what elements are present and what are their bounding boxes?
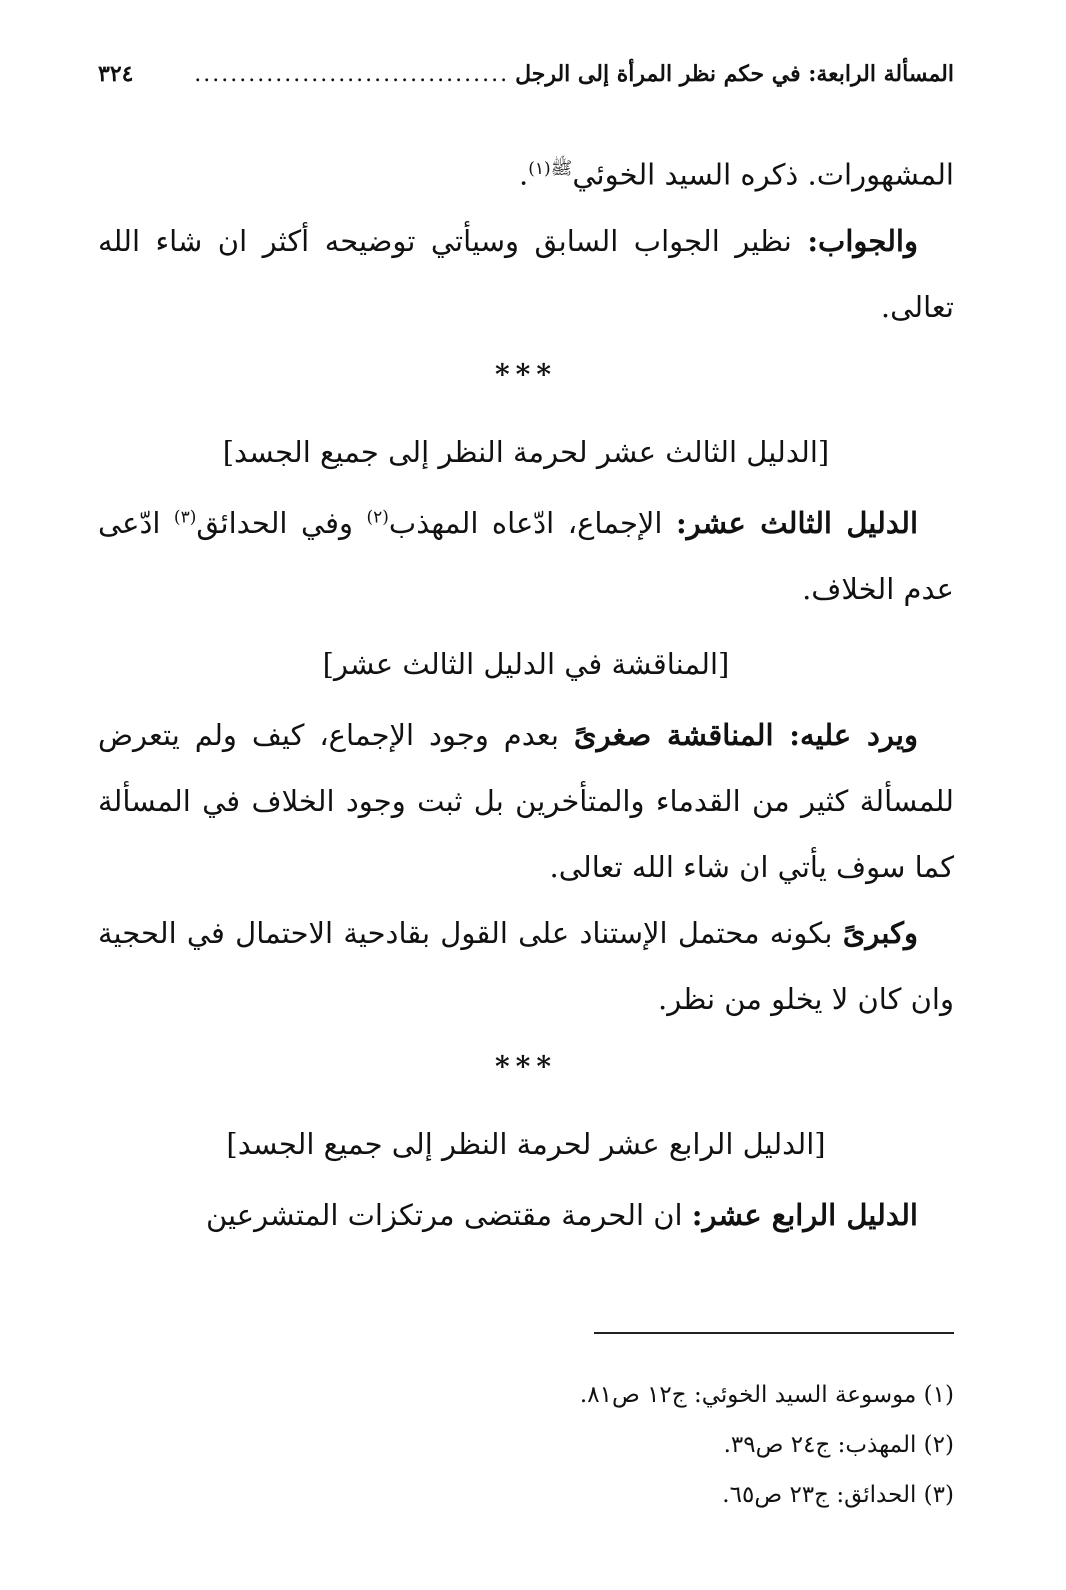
section-separator: *** (495, 357, 557, 391)
section-heading-13: [الدليل الثالث عشر لحرمة النظر إلى جميع الجسد] (222, 434, 830, 469)
footnote-3: (٣) الحدائق: ج٢٣ ص٦٥. (722, 1482, 954, 1508)
footnote-ref-1: (١) (528, 159, 551, 179)
evidence-14-label: الدليل الرابع عشر: (691, 1197, 918, 1232)
paragraph-discussion-minor: ويرد عليه: المناقشة صغرىً بعدم وجود الإجماع، كيف ولم يتعرض للمسألة كثير من القدماء والمتأخرين بل ثبت وجود الخلاف في المسألة كما سوف يأتي ان شاء الله تعالى. (98, 717, 954, 884)
paragraph-evidence-14: الدليل الرابع عشر: ان الحرمة مقتضى مرتكزات المتشرعين (205, 1197, 918, 1232)
header-leader-dots: ................................... (194, 61, 510, 87)
footnote-2: (٢) المهذب: ج٢٤ ص٣٩. (723, 1432, 954, 1458)
honorific-mark: ﷺ (550, 158, 573, 179)
paragraph-1: المشهورات. ذكره السيد الخوئي$^{ﷺ(١)}$. (519, 157, 954, 192)
discussion-heading: [المناقشة في الدليل الثالث عشر] (322, 646, 730, 681)
paragraph-evidence-13: الدليل الثالث عشر: الإجماع، ادّعاه المهذب$^{(٢)}$ وفي الحدائق$^{(٣)}$ ادّعى عدم الخلاف. (98, 505, 954, 606)
footnote-1: (١) موسوعة السيد الخوئي: ج١٢ ص٨١. (579, 1382, 954, 1408)
answer-label: والجواب: (807, 223, 918, 258)
paragraph-discussion-major: وكبرىً بكونه محتمل الإستناد على القول بقادحية الاحتمال في الحجية وان كان لا يخلو من نظر. (98, 915, 954, 1016)
footnote-divider (594, 1332, 954, 1334)
section-separator-2: *** (495, 1049, 557, 1083)
discussion-major-label: وكبرىً (842, 915, 918, 950)
discussion-minor-label: ويرد عليه: المناقشة صغرىً (573, 717, 918, 752)
section-heading-14: [الدليل الرابع عشر لحرمة النظر إلى جميع الجسد] (226, 1126, 826, 1161)
page-body (98, 136, 954, 1248)
running-header (98, 52, 954, 96)
header-title: المسألة الرابعة: في حكم نظر المرأة إلى الرجل (515, 61, 954, 87)
footnotes (98, 1370, 954, 1520)
evidence-13-label: الدليل الثالث عشر: (675, 505, 919, 540)
footnote-ref-2: (٢) (366, 507, 389, 527)
footnote-ref-3: (٣) (173, 507, 197, 527)
paragraph-answer: والجواب: نظير الجواب السابق وسيأتي توضيحه أكثر ان شاء الله تعالى. (98, 223, 954, 324)
page-number: ٣٢٤ (98, 61, 134, 87)
